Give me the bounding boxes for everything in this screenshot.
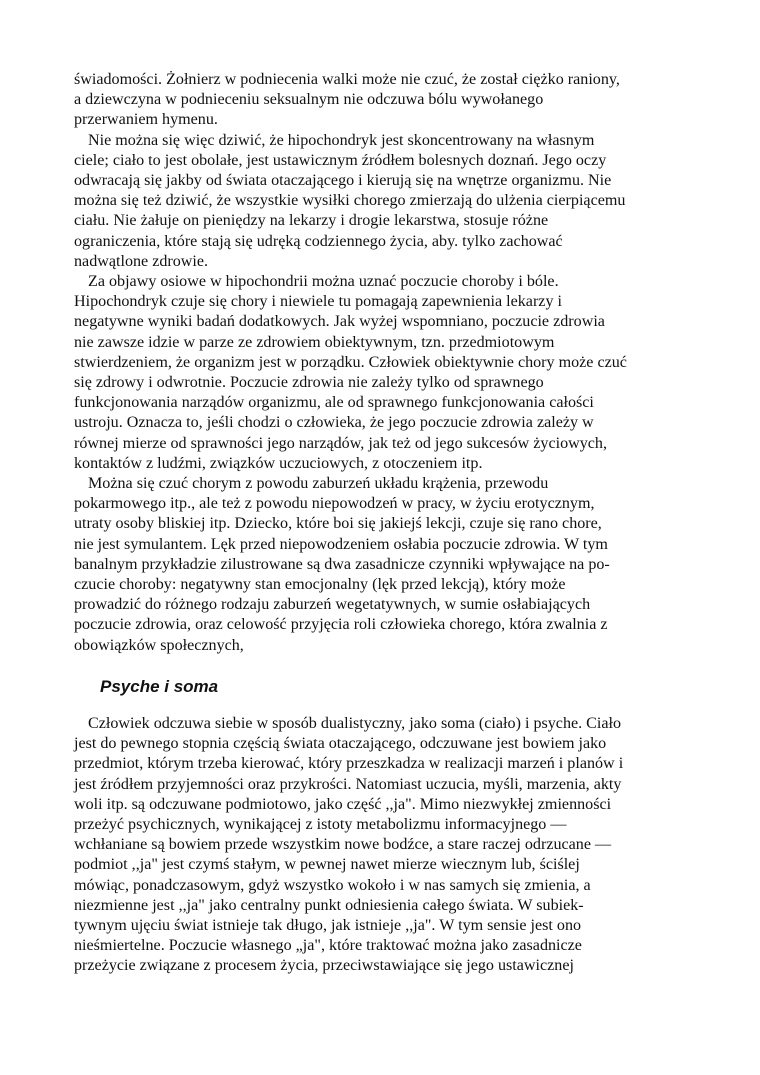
text-line: utraty osoby bliskiej itp. Dziecko, które boi się jakiejś lekcji, czuje się rano chore, (74, 515, 602, 533)
text-line: Za objawy osiowe w hipochondrii można uznać poczucie choroby i bóle. (88, 273, 559, 291)
text-line: świadomości. Żołnierz w podniecenia walki może nie czuć, że został ciężko raniony, (74, 71, 620, 88)
text-line: jest do pewnego stopnia częścią świata otaczającego, odczuwane jest bowiem jako (74, 735, 607, 753)
text-line: banalnym przykładzie zilustrowane są dwa zasadnicze czynniki wpływające na po- (74, 555, 610, 573)
text-section-before-heading (74, 70, 692, 656)
text-line: przeżycie związane z procesem życia, przeciwstawiające się jego ustawicznej (74, 957, 574, 975)
text-line: a dziewczyna w podnieceniu seksualnym nie odczuwa bólu wywołanego (74, 91, 544, 109)
paragraph (74, 70, 692, 131)
text-line: obowiązków społecznych, (74, 636, 244, 654)
text-section-after-heading (74, 714, 692, 977)
text-line: przerwaniem hymenu. (74, 111, 218, 129)
text-line: negatywne wyniki badań dodatkowych. Jak wyżej wspomniano, poczucie zdrowia (74, 313, 605, 331)
text-line: ciału. Nie żałuje on pieniędzy na lekarzy i drogie lekarstwa, stosuje różne (74, 212, 549, 230)
text-line: nie jest symulantem. Lęk przed niepowodzeniem osłabia poczucie zdrowia. W tym (74, 535, 608, 553)
text-line: nieśmiertelne. Poczucie własnego „ja", które traktować można jako zasadnicze (74, 937, 582, 955)
text-line: Hipochondryk czuje się chory i niewiele tu pomagają zapewnienia lekarzy i (74, 293, 562, 311)
paragraph (74, 272, 692, 474)
text-line: funkcjonowania narządów organizmu, ale od sprawnego funkcjonowania całości (74, 394, 594, 412)
document-page (74, 70, 692, 977)
text-line: przedmiot, którym trzeba kierować, który przeszkadza w realizacji marzeń i planów i (74, 755, 624, 773)
text-line: niezmienne jest ,,ja" jako centralny punkt odniesienia całego świata. W subiek- (74, 896, 584, 914)
text-line: pokarmowego itp., ale też z powodu niepowodzeń w pracy, w życiu erotycznym, (74, 495, 595, 513)
text-line: ustroju. Oznacza to, jeśli chodzi o człowieka, że jego poczucie zdrowia zależy w (74, 414, 594, 432)
text-line: nie zawsze idzie w parze ze zdrowiem obiektywnym, tzn. przedmiotowym (74, 333, 555, 351)
text-line: Człowiek odczuwa siebie w sposób dualistyczny, jako soma (ciało) i psyche. Ciało (88, 714, 622, 732)
text-line: woli itp. są odczuwane podmiotowo, jako część ,,ja". Mimo niezwykłej zmienności (74, 795, 612, 813)
text-line: czucie choroby: negatywny stan emocjonalny (lęk przed lekcją), który może (74, 576, 566, 594)
text-line: odwracają się jakby od świata otaczającego i kierują się na wnętrze organizmu. Nie (74, 172, 612, 190)
paragraph (74, 714, 692, 977)
text-line: się zdrowy i odwrotnie. Poczucie zdrowia nie zależy tylko od sprawnego (74, 374, 544, 392)
text-line: stwierdzeniem, że organizm jest w porządku. Człowiek obiektywnie chory może czuć (74, 353, 627, 371)
text-line: ograniczenia, które stają się udręką codziennego życia, aby. tylko zachować (74, 232, 563, 250)
text-line: ciele; ciało to jest obolałe, jest ustawicznym źródłem bolesnych doznań. Jego oczy (74, 151, 607, 169)
text-line: przeżyć psychicznych, wynikającej z istoty metabolizmu informacyjnego — (74, 815, 567, 833)
text-line: równej mierze od sprawności jego narządów, jak też od jego sukcesów życiowych, (74, 434, 607, 452)
text-line: Nie można się więc dziwić, że hipochondryk jest skoncentrowany na własnym (88, 131, 595, 149)
text-line: prowadzić do różnego rodzaju zaburzeń wegetatywnych, w sumie osłabiających (74, 596, 591, 614)
text-line: tywnym ujęciu świat istnieje tak długo, jak istnieje ,,ja". W tym sensie jest ono (74, 916, 582, 934)
paragraph (74, 474, 692, 656)
paragraph (74, 131, 692, 272)
text-line: wchłaniane są bowiem przede wszystkim nowe bodźce, a stare raczej odrzucane — (74, 836, 612, 854)
section-heading: Psyche i soma (100, 676, 219, 696)
text-line: poczucie zdrowia, oraz celowość przyjęcia roli człowieka chorego, która zwalnia z (74, 616, 608, 634)
text-line: nadwątlone zdrowie. (74, 252, 209, 270)
text-line: jest źródłem przyjemności oraz przykrości. Natomiast uczucia, myśli, marzenia, akty (74, 775, 622, 793)
text-line: podmiot ,,ja" jest czymś stałym, w pewnej nawet mierze wiecznym lub, ściślej (74, 856, 580, 874)
text-line: kontaktów z ludźmi, związków uczuciowych, z otoczeniem itp. (74, 454, 483, 472)
text-line: mówiąc, ponadczasowym, gdyż wszystko wokoło i w nas samych się zmienia, a (74, 876, 591, 894)
text-line: można się też dziwić, że wszystkie wysiłki chorego zmierzają do ulżenia cierpiącemu (74, 192, 626, 210)
text-line: Można się czuć chorym z powodu zaburzeń układu krążenia, przewodu (88, 475, 549, 493)
